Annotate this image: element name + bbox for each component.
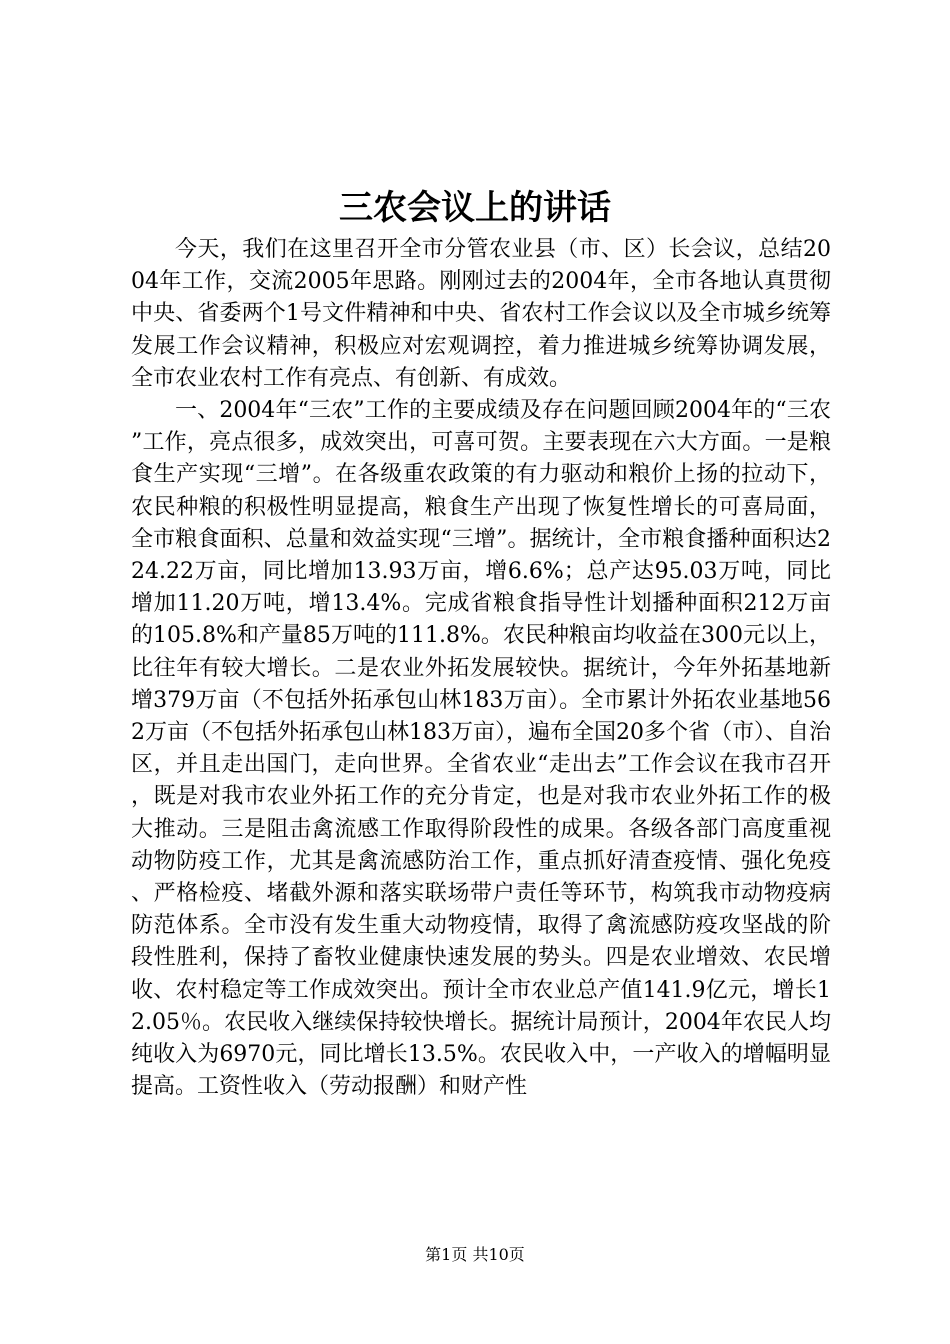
page-number-footer: 第1页 共10页 [425, 1245, 525, 1264]
paragraph-review: 一、2004年“三农”工作的主要成绩及存在问题回顾2004年的“三农”工作，亮点很多，成效突出，可喜可贺。主要表现在六大方面。一是粮食生产实现“三增”。在各级重农政策的有力驱动和粮价上扬的拉动下，农民种粮的积极性明显提高，粮食生产出现了恢复性增长的可喜局面，全市粮食面积、总量和效益实现“三增”。据统计，全市粮食播种面积达224.22万亩，同比增加13.93万亩，增6.6%；总产达95.03万吨，同比增加11.20万吨，增13.4%。完成省粮食指导性计划播种面积212万亩的105.8%和产量85万吨的111.8%。农民种粮亩均收益在300元以上，比往年有较大增长。二是农业外拓发展较快。据统计，今年外拓基地新增379万亩（不包括外拓承包山林183万亩）。全市累计外拓农业基地562万亩（不包括外拓承包山林183万亩），遍布全国20多个省（市）、自治区，并且走出国门，走向世界。全省农业“走出去”工作会议在我市召开，既是对我市农业外拓工作的充分肯定，也是对我市农业外拓工作的极大推动。三是阻击禽流感工作取得阶段性的成果。各级各部门高度重视动物防疫工作，尤其是禽流感防治工作，重点抓好清查疫情、强化免疫、严格检疫、堵截外源和落实联场带户责任等环节，构筑我市动物疫病防范体系。全市没有发生重大动物疫情，取得了禽流感防疫攻坚战的阶段性胜利，保持了畜牧业健康快速发展的势头。四是农业增效、农民增收、农村稳定等工作成效突出。预计全市农业总产值141.9亿元，增长12.05％。农民收入继续保持较快增长。据统计局预计，2004年农民人均纯收入为6970元，同比增长13.5%。农民收入中，一产收入的增幅明显提高。工资性收入（劳动报酬）和财产性 [131, 398, 831, 1100]
document-body [131, 234, 831, 1103]
paragraph-intro: 今天，我们在这里召开全市分管农业县（市、区）长会议，总结2004年工作，交流2005年思路。刚刚过去的2004年，全市各地认真贯彻中央、省委两个1号文件精神和中央、省农村工作会议以及全市城乡统筹发展工作会议精神，积极应对宏观调控，着力推进城乡统筹协调发展，全市农业农村工作有亮点、有创新、有成效。 [131, 237, 831, 391]
document-title: 三农会议上的讲话 [339, 188, 611, 228]
